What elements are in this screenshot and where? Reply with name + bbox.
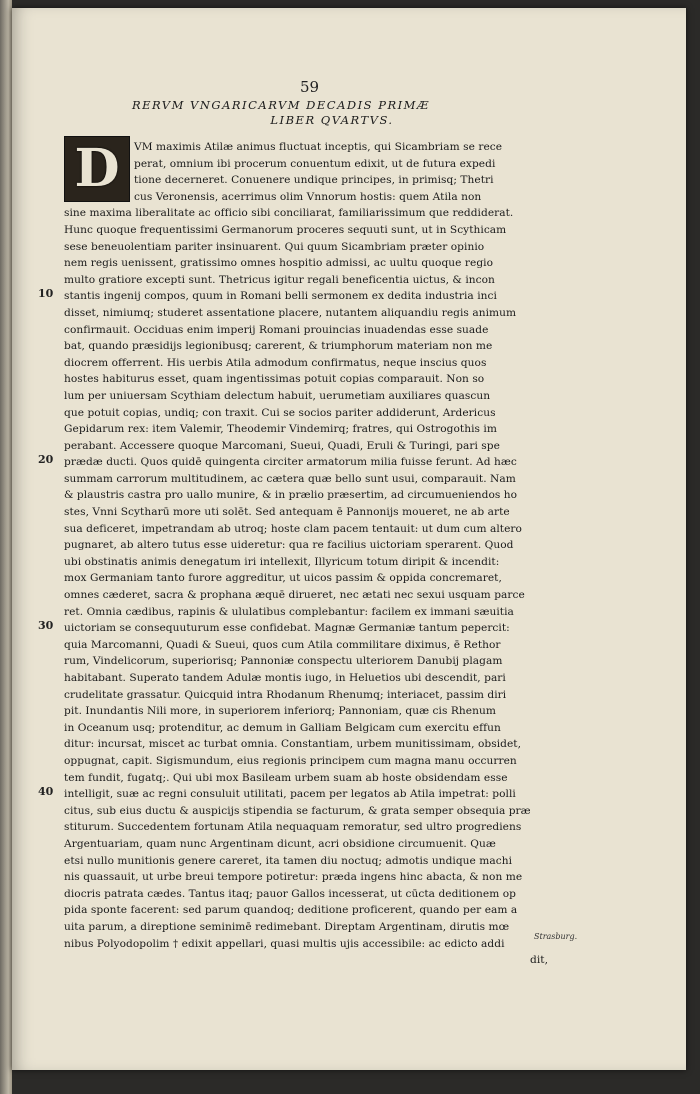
text-line: Hunc quoque frequentissimi Germanorum proceres sequuti sunt, ut in Scythicam xyxy=(64,223,507,236)
text-line: stantis ingenij compos, quum in Romani belli sermonem ex dedita industria inci xyxy=(64,290,497,303)
text-line: pit. Inundantis Nili more, in superiorem inferiorq; Pannoniam, quæ cis Rhenum xyxy=(64,705,496,718)
text-line: ubi obstinatis animis denegatum iri intellexit, Illyricum totum diripit & incendit: xyxy=(64,555,500,568)
text-line: omnes cæderet, sacra & prophana æquē dirueret, nec ætati nec sexui usquam parce xyxy=(64,589,525,602)
text-line: Gepidarum rex: item Valemir, Theodemir Vindemirq; fratres, qui Ostrogothis im xyxy=(64,423,497,436)
text-line: diocrem offerrent. His uerbis Atila admodum confirmatus, neque inscius quos xyxy=(64,356,487,369)
text-line: mox Germaniam tanto furore aggreditur, ut uicos passim & oppida concremaret, xyxy=(64,572,502,585)
text-line: citus, sub eius ductu & auspicijs stipendia se facturum, & grata semper obsequia præ xyxy=(64,804,531,817)
text-line: tione decerneret. Conuenere undique principes, in primisq; Thetri xyxy=(134,174,494,187)
text-line: pugnaret, ab altero tutus esse uideretur: qua re facilius uictoriam sperarent. Quod xyxy=(64,539,514,552)
text-line: perat, omnium ibi procerum conuentum edixit, ut de futura expedi xyxy=(134,157,496,170)
text-line: diocris patrata cædes. Tantus itaq; pauor Gallos incesserat, ut cūcta deditionem op xyxy=(64,887,516,900)
text-line: crudelitate grassatur. Quicquid intra Rhodanum Rhenumq; interiacet, passim diri xyxy=(64,688,507,701)
text-line: ret. Omnia cædibus, rapinis & ululatibus complebantur: facilem ex immani sæuitia xyxy=(64,605,514,618)
text-line: lum per uniuersam Scythiam delectum habuit, uerumetiam auxiliares quascun xyxy=(64,389,491,402)
text-line: summam carrorum multitudinem, ac cætera quæ bello sunt usui, comparauit. Nam xyxy=(64,472,516,485)
text-line: ditur: incursat, miscet ac turbat omnia. Constantiam, urbem munitissimam, obsidet, xyxy=(64,738,522,751)
text-line: sese beneuolentiam pariter insinuarent. Qui quum Sicambriam præter opinio xyxy=(64,240,485,253)
text-line: etsi nullo munitionis genere careret, ita tamen diu noctuq; admotis undique machi xyxy=(64,854,513,867)
running-head xyxy=(132,98,572,128)
catchword: dit, xyxy=(530,954,548,967)
text-line: perabant. Accessere quoque Marcomani, Sueui, Quadi, Eruli & Turingi, pari spe xyxy=(64,439,500,452)
text-line: nem regis uenissent, gratissimo omnes hospitio admissi, ac uultu quoque regio xyxy=(64,257,494,270)
text-line: uita parum, a direptione seminimē redimebant. Direptam Argentinam, dirutis mœ xyxy=(64,920,510,933)
text-line: tem fundit, fugatq;. Qui ubi mox Basileam urbem suam ab hoste obsidendam esse xyxy=(64,771,508,784)
body-text xyxy=(64,139,552,969)
text-line: nibus Polyodopolim † edixit appellari, quasi multis ujis accessibile: ac edicto addi xyxy=(64,937,505,950)
text-line: & plaustris castra pro uallo munire, & in prælio præsertim, ad circumueniendos ho xyxy=(64,489,518,502)
margin-number-10: 10 xyxy=(38,287,54,300)
margin-note: Strasburg. xyxy=(534,932,578,941)
text-line: VM maximis Atilæ animus fluctuat inceptis, qui Sicambriam se rece xyxy=(134,141,503,153)
text-line: intelligit, suæ ac regni consuluit utilitati, pacem per legatos ab Atila impetrat: polli xyxy=(64,788,516,801)
text-line: habitabant. Superato tandem Adulæ montis iugo, in Heluetios ubi descendit, pari xyxy=(64,672,506,684)
text-line: Argentuariam, quam nunc Argentinam dicunt, acri obsidione circumuenit. Quæ xyxy=(64,837,496,850)
margin-number-30: 30 xyxy=(38,619,54,632)
facing-page-edge xyxy=(0,0,12,1094)
text-line: confirmauit. Occiduas enim imperij Romani prouincias inuadendas esse suade xyxy=(64,323,489,336)
text-line: oppugnat, capit. Sigismundum, eius regionis principem cum magna manu occurren xyxy=(64,754,517,767)
text-line: rum, Vindelicorum, superiorisq; Pannoniæ conspectu ulteriorem Danubij plagam xyxy=(64,655,503,668)
text-line: multo gratiore excepti sunt. Thetricus igitur regali beneficentia uictus, & incon xyxy=(64,273,495,286)
margin-number-40: 40 xyxy=(38,785,54,798)
text-line: uictoriam se consequuturum esse confidebat. Magnæ Germaniæ tantum pepercit: xyxy=(64,622,510,635)
initial-letter: D xyxy=(74,138,120,199)
folio-number: 59 xyxy=(300,78,320,96)
running-head-line1: RERVM VNGARICARVM DECADIS PRIMÆ xyxy=(132,98,430,112)
text-line: que potuit copias, undiq; con traxit. Cui se socios pariter addiderunt, Ardericus xyxy=(64,406,496,419)
text-line: hostes habiturus esset, quam ingentissimas potuit copias comparauit. Non so xyxy=(64,373,485,386)
book-page xyxy=(12,8,686,1070)
text-line: sine maxima liberalitate ac officio sibi conciliarat, familiarissimum que reddiderat. xyxy=(64,207,514,220)
text-line: disset, nimiumq; studeret assentatione placere, nutantem aliquandiu regis animum xyxy=(64,306,517,319)
margin-number-20: 20 xyxy=(38,453,54,466)
text-line: stiturum. Succedentem fortunam Atila nequaquam remoratur, sed ultro progrediens xyxy=(64,821,522,834)
text-line: pida sponte facerent: sed parum quandoq; deditione proficerent, quando per eam a xyxy=(64,904,518,917)
running-head-line2: LIBER QVARTVS. xyxy=(270,113,394,127)
text-line: sua deficeret, impetrandam ab utroq; hoste clam pacem tentauit: ut dum cum altero xyxy=(64,522,522,535)
text-line: quia Marcomanni, Quadi & Sueui, quos cum Atila commilitare diximus, ē Rethor xyxy=(64,638,501,651)
text-line: nis quassauit, ut urbe breui tempore potiretur: præda ingens hinc abacta, & non me xyxy=(64,871,523,884)
text-line: in Oceanum usq; protenditur, ac demum in Galliam Belgicam cum exercitu effun xyxy=(64,721,501,734)
text-line: prædæ ducti. Quos quidē quingenta circiter armatorum milia fuisse ferunt. Ad hæc xyxy=(64,456,517,469)
text-line: cus Veronensis, acerrimus olim Vnnorum hostis: quem Atila non xyxy=(134,190,482,203)
text-line: stes, Vnni Scytharū more uti solēt. Sed antequam ē Pannonijs moueret, ne ab arte xyxy=(64,506,510,519)
text-line: bat, quando præsidijs legionibusq; carerent, & triumphorum materiam non me xyxy=(64,340,493,353)
